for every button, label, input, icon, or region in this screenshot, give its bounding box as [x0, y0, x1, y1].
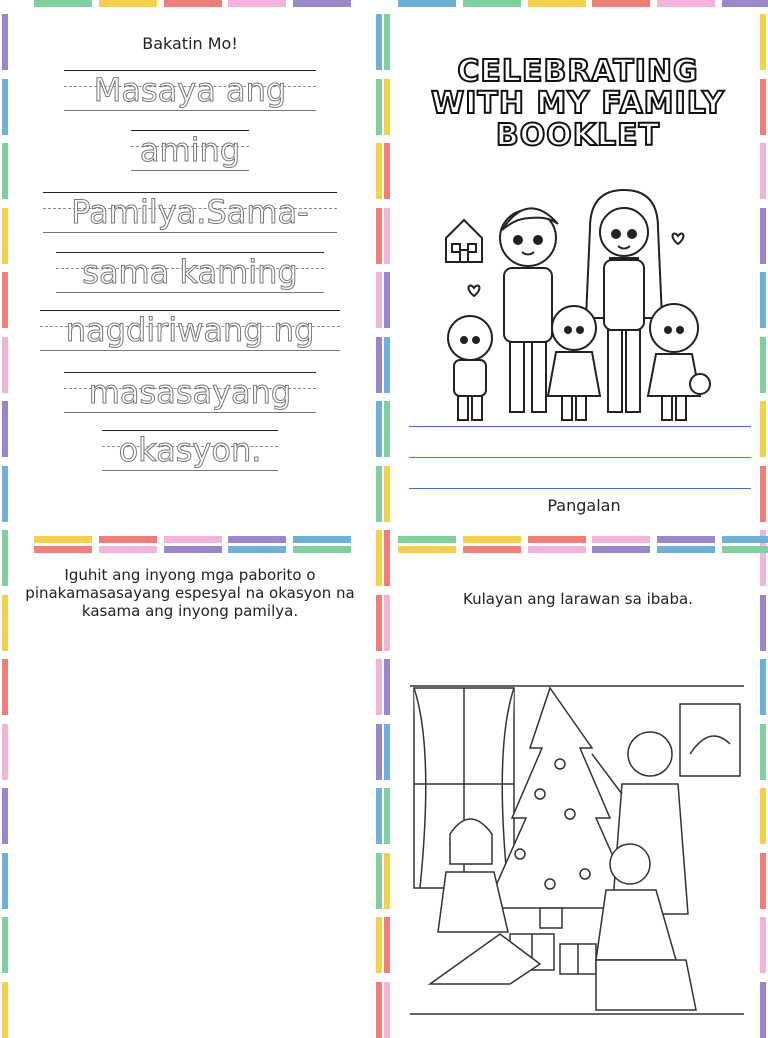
drawing-instruction: Iguhit ang inyong mga paborito o pinakamasasayang espesyal na okasyon na kasama ang inyong pamilya.: [25, 566, 355, 620]
color-stripe: [384, 724, 390, 780]
color-stripe: [376, 401, 382, 457]
trace-word-line: okasyon.: [118, 431, 262, 469]
color-stripe: [760, 788, 766, 844]
color-stripe: [384, 853, 390, 909]
color-stripe: [760, 982, 766, 1038]
name-line-red: [409, 457, 751, 458]
trace-guide-base: [43, 232, 337, 233]
color-stripe: [2, 208, 8, 264]
color-stripe: [376, 917, 382, 973]
color-stripe: [592, 546, 650, 553]
color-stripe: [376, 788, 382, 844]
name-line-blue-2: [409, 488, 751, 489]
color-stripe: [384, 595, 390, 651]
color-stripe: [164, 536, 222, 543]
color-stripe: [2, 79, 8, 135]
title-line-3: BOOKLET: [495, 118, 661, 153]
color-stripe: [592, 0, 650, 7]
color-stripe: [760, 272, 766, 328]
trace-word-line: masasayang: [88, 373, 292, 411]
color-stripe: [376, 337, 382, 393]
color-stripe: [384, 337, 390, 393]
trace-guide-base: [64, 110, 316, 111]
trace-guide-base: [64, 412, 316, 413]
color-stripe: [376, 595, 382, 651]
color-stripe: [398, 536, 456, 543]
color-stripe: [2, 401, 8, 457]
color-stripe: [384, 530, 390, 586]
color-stripe: [384, 272, 390, 328]
color-stripe: [2, 337, 8, 393]
trace-word-line: nagdiriwang ng: [65, 311, 315, 349]
color-stripe: [760, 724, 766, 780]
color-stripe: [293, 0, 351, 7]
color-stripe: [228, 0, 286, 7]
color-stripe: [376, 79, 382, 135]
trace-word-line: Pamilya.Sama-: [71, 193, 309, 231]
color-stripe: [376, 853, 382, 909]
color-stripe: [384, 982, 390, 1038]
color-stripe: [528, 546, 586, 553]
color-stripe: [2, 788, 8, 844]
coloring-page: [398, 556, 758, 1024]
trace-word-line: Masaya ang: [93, 71, 287, 109]
color-stripe: [760, 917, 766, 973]
tracing-page: [10, 10, 370, 526]
tracing-heading: Bakatin Mo!: [142, 34, 238, 53]
booklet-title: [398, 56, 758, 152]
color-stripe: [657, 536, 715, 543]
color-stripe: [2, 530, 8, 586]
color-stripe: [164, 546, 222, 553]
color-stripe: [398, 0, 456, 7]
color-stripe: [760, 14, 766, 70]
title-line-2: WITH MY FAMILY: [431, 86, 725, 121]
color-stripe: [228, 536, 286, 543]
color-stripe: [34, 0, 92, 7]
color-stripe: [2, 724, 8, 780]
color-stripe: [376, 14, 382, 70]
color-stripe: [376, 466, 382, 522]
color-stripe: [657, 546, 715, 553]
drawing-page: [10, 556, 370, 1024]
color-stripe: [528, 536, 586, 543]
family-illustration: [438, 188, 738, 428]
trace-guide-base: [131, 170, 249, 171]
color-stripe: [384, 14, 390, 70]
color-stripe: [384, 788, 390, 844]
color-stripe: [293, 546, 351, 553]
color-stripe: [760, 853, 766, 909]
title-line-1: CELEBRATING: [457, 54, 699, 89]
color-stripe: [760, 208, 766, 264]
color-stripe: [376, 724, 382, 780]
trace-guide-base: [102, 470, 278, 471]
color-stripe: [34, 536, 92, 543]
color-stripe: [760, 337, 766, 393]
color-stripe: [2, 982, 8, 1038]
coloring-instruction: Kulayan ang larawan sa ibaba.: [463, 590, 693, 608]
color-stripe: [293, 536, 351, 543]
color-stripe: [2, 272, 8, 328]
color-stripe: [376, 208, 382, 264]
color-stripe: [463, 0, 521, 7]
color-stripe: [2, 917, 8, 973]
color-stripe: [384, 208, 390, 264]
trace-word-line: sama kaming: [82, 253, 298, 291]
color-stripe: [376, 143, 382, 199]
trace-guide-base: [56, 292, 324, 293]
color-stripe: [2, 595, 8, 651]
color-stripe: [528, 0, 586, 7]
cover-page: [398, 10, 758, 526]
color-stripe: [592, 536, 650, 543]
color-stripe: [760, 659, 766, 715]
christmas-coloring-illustration: [410, 684, 744, 1024]
color-stripe: [384, 79, 390, 135]
color-stripe: [376, 272, 382, 328]
color-stripe: [99, 546, 157, 553]
color-stripe: [760, 401, 766, 457]
color-stripe: [760, 79, 766, 135]
color-stripe: [2, 466, 8, 522]
color-stripe: [164, 0, 222, 7]
color-stripe: [376, 530, 382, 586]
color-stripe: [376, 982, 382, 1038]
color-stripe: [760, 143, 766, 199]
color-stripe: [657, 0, 715, 7]
color-stripe: [34, 546, 92, 553]
color-stripe: [760, 595, 766, 651]
color-stripe: [384, 466, 390, 522]
trace-word-line: aming: [139, 131, 241, 169]
color-stripe: [228, 546, 286, 553]
color-stripe: [722, 536, 768, 543]
color-stripe: [2, 659, 8, 715]
color-stripe: [398, 546, 456, 553]
color-stripe: [384, 143, 390, 199]
color-stripe: [376, 659, 382, 715]
color-stripe: [722, 546, 768, 553]
color-stripe: [99, 0, 157, 7]
color-stripe: [2, 14, 8, 70]
color-stripe: [463, 536, 521, 543]
trace-guide-base: [40, 350, 340, 351]
color-stripe: [2, 143, 8, 199]
name-line-blue-1: [409, 426, 751, 427]
color-stripe: [99, 536, 157, 543]
color-stripe: [2, 853, 8, 909]
color-stripe: [463, 546, 521, 553]
name-label: Pangalan: [547, 496, 621, 515]
color-stripe: [722, 0, 768, 7]
color-stripe: [384, 659, 390, 715]
color-stripe: [384, 917, 390, 973]
color-stripe: [384, 401, 390, 457]
